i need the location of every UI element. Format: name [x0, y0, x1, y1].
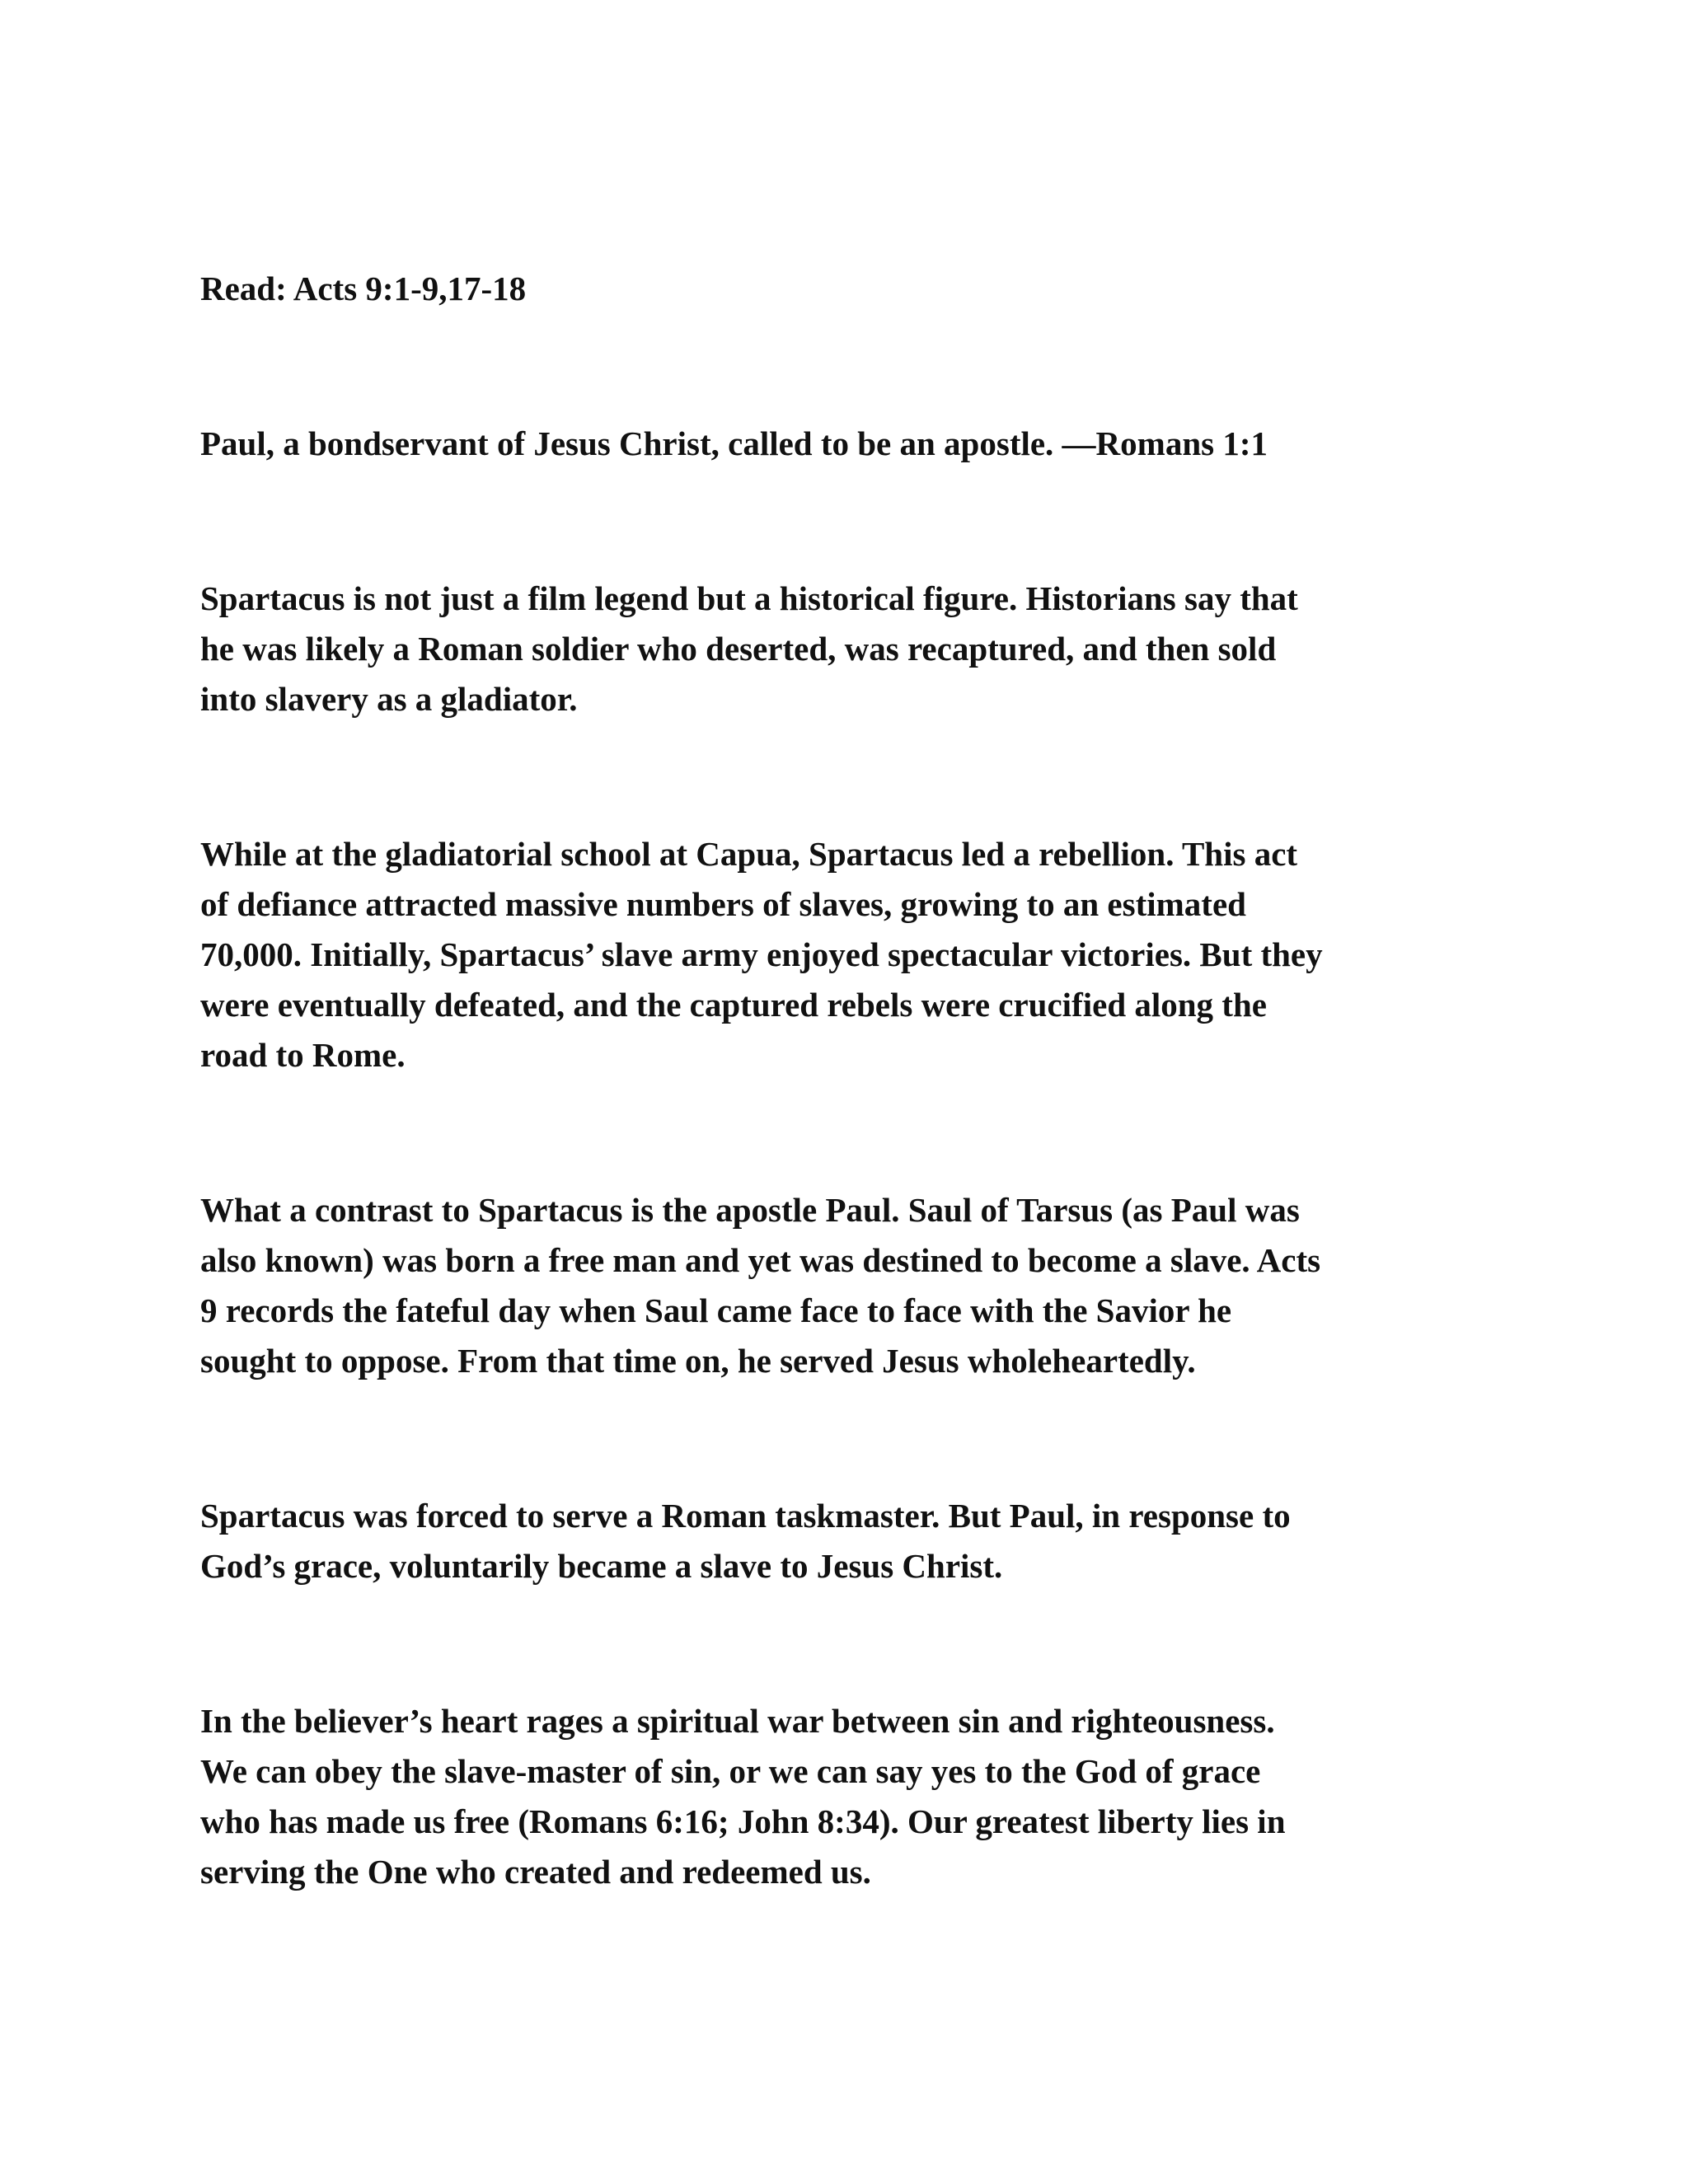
paragraph-line: serving the One who created and redeemed us.	[200, 1853, 871, 1891]
paragraph-line: We can obey the slave-master of sin, or we can say yes to the God of grace	[200, 1752, 1261, 1790]
paragraph-taskmaster	[200, 1491, 1511, 1591]
paragraph-line: God’s grace, voluntarily became a slave to Jesus Christ.	[200, 1547, 1003, 1585]
paragraph-spartacus-rebellion	[200, 829, 1511, 1080]
paragraph-line: Spartacus is not just a film legend but a historical figure. Historians say that	[200, 579, 1298, 617]
paragraph-line: While at the gladiatorial school at Capua, Spartacus led a rebellion. This act	[200, 835, 1298, 873]
paragraph-line: 9 records the fateful day when Saul came face to face with the Savior he	[200, 1291, 1232, 1329]
paragraph-spartacus-history	[200, 574, 1511, 724]
paragraph-line: 70,000. Initially, Spartacus’ slave army enjoyed spectacular victories. But they	[200, 935, 1323, 973]
paragraph-spiritual-war	[200, 1696, 1511, 1897]
paragraph-line: of defiance attracted massive numbers of slaves, growing to an estimated	[200, 885, 1246, 923]
paragraph-line: In the believer’s heart rages a spiritual war between sin and righteousness.	[200, 1702, 1275, 1740]
paragraph-line: he was likely a Roman soldier who deserted, was recaptured, and then sold	[200, 630, 1277, 668]
key-verse	[200, 419, 1511, 469]
paragraph-line: sought to oppose. From that time on, he served Jesus wholeheartedly.	[200, 1342, 1196, 1380]
document-body	[200, 264, 1511, 2002]
paragraph-line: Spartacus was forced to serve a Roman taskmaster. But Paul, in response to	[200, 1497, 1291, 1535]
paragraph-paul-contrast	[200, 1185, 1511, 1386]
paragraph-line: were eventually defeated, and the captured rebels were crucified along the	[200, 986, 1267, 1024]
paragraph-line: also known) was born a free man and yet was destined to become a slave. Acts	[200, 1241, 1321, 1279]
paragraph-line: into slavery as a gladiator.	[200, 680, 578, 718]
verse-line: Paul, a bondservant of Jesus Christ, called to be an apostle. —Romans 1:1	[200, 424, 1268, 462]
paragraph-line: road to Rome.	[200, 1036, 406, 1074]
paragraph-line: who has made us free (Romans 6:16; John 8:34). Our greatest liberty lies in	[200, 1802, 1286, 1840]
reading-line: Read: Acts 9:1-9,17-18	[200, 269, 527, 307]
paragraph-line: What a contrast to Spartacus is the apostle Paul. Saul of Tarsus (as Paul was	[200, 1191, 1300, 1229]
reading-reference	[200, 264, 1511, 314]
